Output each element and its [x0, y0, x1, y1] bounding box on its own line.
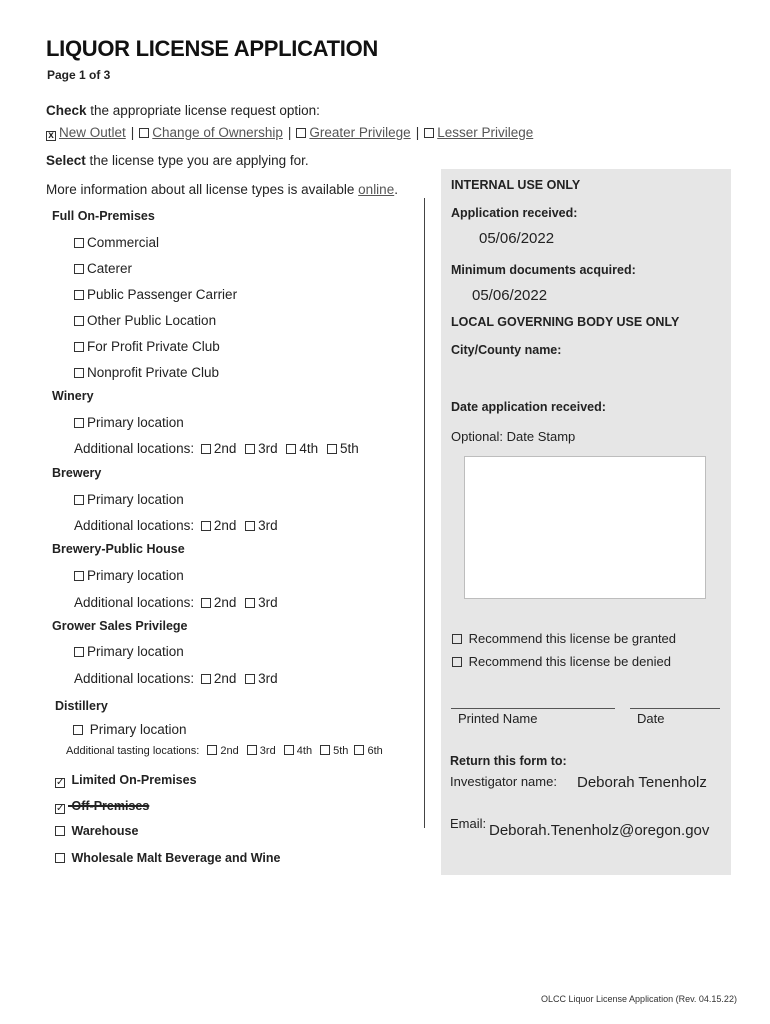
brewery-3rd-checkbox[interactable] — [245, 521, 255, 531]
app-received-label: Application received: — [451, 206, 578, 220]
check-instruction — [46, 103, 320, 118]
winery-additional — [74, 441, 359, 456]
date-app-received-label: Date application received: — [451, 400, 606, 414]
distillery-3rd-label: 3rd — [259, 745, 276, 757]
grower-primary-label: Primary location — [87, 644, 184, 659]
nonprofit-club-option[interactable] — [74, 365, 219, 380]
more-info-period: . — [394, 182, 398, 197]
warehouse-checkbox[interactable] — [55, 826, 65, 836]
column-divider — [424, 198, 425, 828]
brewery-title: Brewery — [52, 466, 102, 480]
brewpub-2nd-label: 2nd — [213, 595, 237, 610]
grower-primary-option[interactable] — [74, 644, 184, 659]
grower-3rd-label: 3rd — [258, 671, 278, 686]
date-line[interactable] — [630, 708, 720, 709]
page-title: LIQUOR LICENSE APPLICATION — [46, 36, 378, 61]
limited-on-premises-label: Limited On-Premises — [71, 773, 197, 787]
distillery-6th-checkbox[interactable] — [354, 745, 364, 755]
new-outlet-checkbox[interactable]: x — [46, 131, 56, 141]
warehouse-option[interactable] — [55, 824, 138, 838]
other-public-checkbox[interactable] — [74, 316, 84, 326]
public-passenger-checkbox[interactable] — [74, 290, 84, 300]
winery-additional-label: Additional locations: — [74, 441, 195, 456]
brewpub-primary-option[interactable] — [74, 568, 184, 583]
other-public-label: Other Public Location — [87, 313, 217, 328]
brewpub-primary-label: Primary location — [87, 568, 184, 583]
distillery-5th-label: 5th — [333, 745, 349, 757]
limited-on-premises-checkbox[interactable]: ✓ — [56, 777, 65, 788]
winery-primary-option[interactable] — [74, 415, 184, 430]
brewpub-title: Brewery-Public House — [52, 542, 185, 556]
winery-5th-checkbox[interactable] — [327, 444, 337, 454]
nonprofit-club-label: Nonprofit Private Club — [87, 365, 220, 380]
more-info-text: More information about all license types is available — [46, 182, 359, 197]
check-rest: the appropriate license request option: — [86, 103, 320, 118]
email-value[interactable]: Deborah.Tenenholz@oregon.gov — [489, 822, 710, 839]
for-profit-club-checkbox[interactable] — [74, 342, 84, 352]
grower-2nd-label: 2nd — [213, 671, 237, 686]
winery-4th-checkbox[interactable] — [286, 444, 296, 454]
commercial-checkbox[interactable] — [74, 238, 84, 248]
distillery-title: Distillery — [55, 699, 108, 713]
caterer-checkbox[interactable] — [74, 264, 84, 274]
distillery-2nd-checkbox[interactable] — [207, 745, 217, 755]
distillery-primary-label: Primary location — [89, 722, 187, 737]
change-ownership-label[interactable]: Change of Ownership — [152, 125, 283, 140]
brewpub-primary-checkbox[interactable] — [74, 571, 84, 581]
grower-2nd-checkbox[interactable] — [201, 674, 211, 684]
check-bold: Check — [46, 103, 87, 118]
caterer-label: Caterer — [87, 261, 133, 276]
distillery-6th-label: 6th — [367, 745, 383, 757]
limited-on-premises-option[interactable] — [55, 773, 197, 788]
recommend-denied-checkbox[interactable] — [452, 657, 462, 667]
distillery-primary-checkbox[interactable] — [73, 725, 83, 735]
separator: | — [287, 125, 292, 140]
printed-name-label: Printed Name — [458, 711, 538, 726]
off-premises-option[interactable] — [55, 799, 149, 814]
min-docs-value[interactable]: 05/06/2022 — [472, 287, 548, 304]
lesser-privilege-label[interactable]: Lesser Privilege — [437, 125, 534, 140]
app-received-value[interactable]: 05/06/2022 — [479, 230, 555, 247]
commercial-label: Commercial — [87, 235, 160, 250]
date-stamp-box[interactable] — [464, 456, 706, 599]
investigator-value[interactable]: Deborah Tenenholz — [577, 774, 707, 791]
wholesale-label: Wholesale Malt Beverage and Wine — [71, 851, 281, 865]
winery-4th-label: 4th — [299, 441, 319, 456]
date-label: Date — [637, 711, 665, 726]
recommend-granted-option[interactable] — [452, 631, 676, 646]
investigator-label: Investigator name: — [450, 774, 557, 789]
printed-name-line[interactable] — [451, 708, 615, 709]
brewery-primary-checkbox[interactable] — [74, 495, 84, 505]
brewery-primary-label: Primary location — [87, 492, 184, 507]
recommend-granted-checkbox[interactable] — [452, 634, 462, 644]
wholesale-checkbox[interactable] — [55, 853, 65, 863]
select-instruction — [46, 153, 309, 168]
winery-2nd-label: 2nd — [213, 441, 237, 456]
min-docs-label: Minimum documents acquired: — [451, 263, 636, 277]
local-body-heading: LOCAL GOVERNING BODY USE ONLY — [451, 315, 680, 329]
change-ownership-checkbox[interactable] — [139, 128, 149, 138]
brewery-2nd-label: 2nd — [213, 518, 237, 533]
brewpub-additional-label: Additional locations: — [74, 595, 195, 610]
optional-stamp-label: Optional: Date Stamp — [451, 429, 576, 444]
return-to-label: Return this form to: — [450, 754, 567, 768]
brewpub-3rd-label: 3rd — [258, 595, 278, 610]
email-label: Email: — [450, 816, 487, 831]
full-on-premises-title: Full On-Premises — [52, 209, 155, 223]
online-link[interactable]: online — [358, 182, 395, 197]
separator: | — [415, 125, 420, 140]
brewery-2nd-checkbox[interactable] — [201, 521, 211, 531]
internal-use-heading: INTERNAL USE ONLY — [451, 178, 581, 192]
distillery-4th-checkbox[interactable] — [284, 745, 294, 755]
caterer-option[interactable] — [74, 261, 132, 276]
page-number: Page 1 of 3 — [47, 68, 111, 82]
brewpub-additional — [74, 595, 278, 610]
public-passenger-option[interactable] — [74, 287, 237, 302]
greater-privilege-label[interactable]: Greater Privilege — [309, 125, 411, 140]
select-bold: Select — [46, 153, 86, 168]
grower-title: Grower Sales Privilege — [52, 619, 188, 633]
winery-3rd-label: 3rd — [258, 441, 278, 456]
brewery-additional — [74, 518, 278, 533]
distillery-4th-label: 4th — [296, 745, 313, 757]
new-outlet-label[interactable]: New Outlet — [59, 125, 126, 140]
separator: | — [130, 125, 135, 140]
grower-3rd-checkbox[interactable] — [245, 674, 255, 684]
grower-additional — [74, 671, 278, 686]
brewpub-2nd-checkbox[interactable] — [201, 598, 211, 608]
wholesale-option[interactable] — [55, 851, 280, 865]
distillery-additional — [66, 745, 383, 757]
nonprofit-club-checkbox[interactable] — [74, 368, 84, 378]
off-premises-checkbox[interactable]: ✓ — [56, 803, 65, 814]
distillery-2nd-label: 2nd — [220, 745, 239, 757]
brewpub-3rd-checkbox[interactable] — [245, 598, 255, 608]
distillery-3rd-checkbox[interactable] — [247, 745, 257, 755]
commercial-option[interactable] — [74, 235, 159, 250]
winery-3rd-checkbox[interactable] — [245, 444, 255, 454]
grower-primary-checkbox[interactable] — [74, 647, 84, 657]
brewery-additional-label: Additional locations: — [74, 518, 195, 533]
winery-5th-label: 5th — [339, 441, 359, 456]
distillery-5th-checkbox[interactable] — [320, 745, 330, 755]
winery-primary-label: Primary location — [87, 415, 184, 430]
city-county-label: City/County name: — [451, 343, 562, 357]
recommend-denied-label: Recommend this license be denied — [468, 654, 671, 669]
winery-title: Winery — [52, 389, 94, 403]
distillery-additional-label: Additional tasting locations: — [66, 745, 200, 757]
select-rest: the license type you are applying for. — [85, 153, 309, 168]
lesser-privilege-checkbox[interactable] — [424, 128, 434, 138]
recommend-denied-option[interactable] — [452, 654, 671, 669]
other-public-option[interactable] — [74, 313, 216, 328]
winery-2nd-checkbox[interactable] — [201, 444, 211, 454]
off-premises-label: Off-Premises — [71, 799, 150, 813]
public-passenger-label: Public Passenger Carrier — [87, 287, 238, 302]
distillery-primary-option[interactable] — [73, 722, 187, 737]
for-profit-club-label: For Profit Private Club — [87, 339, 220, 354]
warehouse-label: Warehouse — [71, 824, 139, 838]
brewery-3rd-label: 3rd — [258, 518, 278, 533]
for-profit-club-option[interactable] — [74, 339, 220, 354]
winery-primary-checkbox[interactable] — [74, 418, 84, 428]
request-options — [46, 125, 533, 141]
recommend-granted-label: Recommend this license be granted — [468, 631, 677, 646]
brewery-primary-option[interactable] — [74, 492, 184, 507]
greater-privilege-checkbox[interactable] — [296, 128, 306, 138]
grower-additional-label: Additional locations: — [74, 671, 195, 686]
footer-revision: OLCC Liquor License Application (Rev. 04.15.22) — [541, 994, 737, 1004]
more-info-line — [46, 182, 398, 197]
